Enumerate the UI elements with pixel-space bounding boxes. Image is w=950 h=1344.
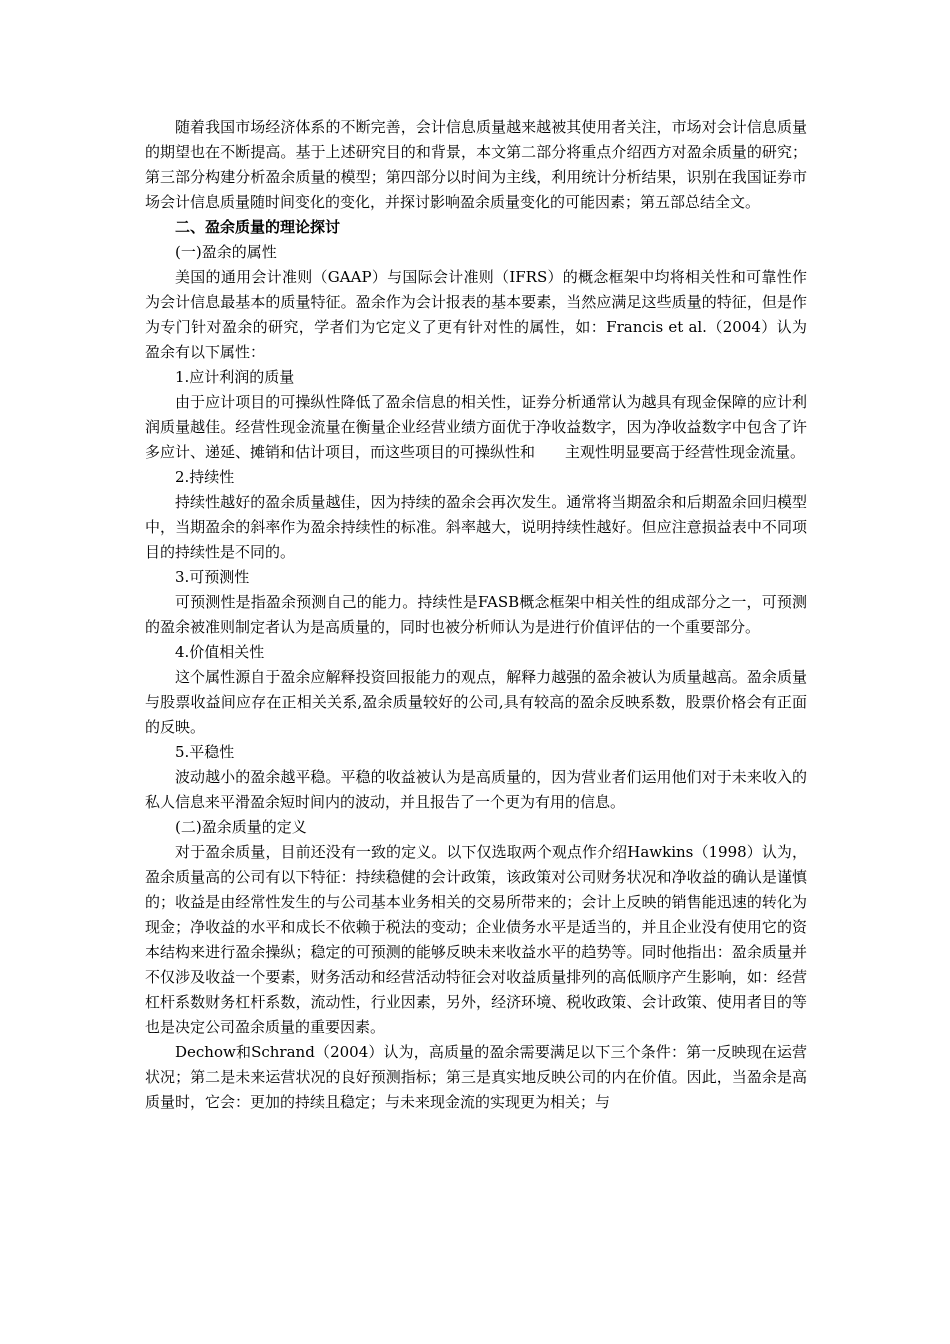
subsection-heading-attributes: (一)盈余的属性: [175, 243, 277, 261]
smoothness-paragraph: 波动越小的盈余越平稳。平稳的收益被认为是高质量的，因为营业者们运用他们对于未来收入的私人信息来平滑盈余短时间内的波动，并且报告了一个更为有用的信息。: [145, 768, 807, 811]
value-relevance-paragraph: 这个属性源自于盈余应解释投资回报能力的观点，解释力越强的盈余被认为质量越高。盈余质量与股票收益间应存在正相关关系,盈余质量较好的公司,具有较高的盈余反映系数，股票价格会有正面的反映。: [145, 668, 807, 736]
item-heading-accrual: 1.应计利润的质量: [175, 368, 295, 386]
persistence-paragraph: 持续性越好的盈余质量越佳，因为持续的盈余会再次发生。通常将当期盈余和后期盈余回归模型中，当期盈余的斜率作为盈余持续性的标准。斜率越大，说明持续性越好。但应注意损益表中不同项目的持续性是不同的。: [145, 493, 807, 561]
item-heading-value-relevance: 4.价值相关性: [175, 643, 265, 661]
intro-paragraph: 随着我国市场经济体系的不断完善，会计信息质量越来越被其使用者关注，市场对会计信息质量的期望也在不断提高。基于上述研究目的和背景，本文第二部分将重点介绍西方对盈余质量的研究；第三部分构建分析盈余质量的模型；第四部分以时间为主线，利用统计分析结果，识别在我国证券市场会计信息质量随时间变化的变化，并探讨影响盈余质量变化的可能因素；第五部总结全文。: [145, 118, 807, 211]
accrual-paragraph: 由于应计项目的可操纵性降低了盈余信息的相关性，证券分析通常认为越具有现金保障的应计利润质量越佳。经营性现金流量在衡量企业经营业绩方面优于净收益数字，因为净收益数字中包含了许多应计、递延、摊销和估计项目，而这些项目的可操纵性和 主观性明显要高于经营性现金流量。: [145, 393, 807, 461]
definition-paragraph-1: 对于盈余质量，目前还没有一致的定义。以下仅选取两个观点作介绍Hawkins（1998）认为，盈余质量高的公司有以下特征：持续稳健的会计政策，该政策对公司财务状况和净收益的确认是谨慎的；收益是由经常性发生的与公司基本业务相关的交易所带来的；会计上反映的销售能迅速的转化为现金；净收益的水平和成长不依赖于税法的变动；企业债务水平是适当的，并且企业没有使用它的资本结构来进行盈余操纵；稳定的可预测的能够反映未来收益水平的趋势等。同时他指出：盈余质量并不仅涉及收益一个要素，财务活动和经营活动特征会对收益质量排列的高低顺序产生影响，如：经营杠杆系数财务杠杆系数，流动性，行业因素，另外，经济环境、税收政策、会计政策、使用者目的等也是决定公司盈余质量的重要因素。: [145, 843, 807, 1036]
predictability-paragraph: 可预测性是指盈余预测自己的能力。持续性是FASB概念框架中相关性的组成部分之一，可预测的盈余被准则制定者认为是高质量的，同时也被分析师认为是进行价值评估的一个重要部分。: [145, 593, 807, 636]
section-heading: 二、盈余质量的理论探讨: [175, 218, 341, 236]
attributes-paragraph: 美国的通用会计准则（GAAP）与国际会计准则（IFRS）的概念框架中均将相关性和可靠性作为会计信息最基本的质量特征。盈余作为会计报表的基本要素，当然应满足这些质量的特征，但是作为专门针对盈余的研究，学者们为它定义了更有针对性的属性，如：Francis et al.（2004）认为盈余有以下属性：: [145, 268, 807, 361]
definition-paragraph-2: Dechow和Schrand（2004）认为，高质量的盈余需要满足以下三个条件：第一反映现在运营状况；第二是未来运营状况的良好预测指标；第三是真实地反映公司的内在价值。因此，当盈余是高质量时，它会：更加的持续且稳定；与未来现金流的实现更为相关；与: [145, 1043, 807, 1111]
item-heading-persistence: 2.持续性: [175, 468, 235, 486]
subsection-heading-definition: (二)盈余质量的定义: [175, 818, 307, 836]
item-heading-predictability: 3.可预测性: [175, 568, 250, 586]
document-page: [145, 115, 807, 1115]
item-heading-smoothness: 5.平稳性: [175, 743, 235, 761]
